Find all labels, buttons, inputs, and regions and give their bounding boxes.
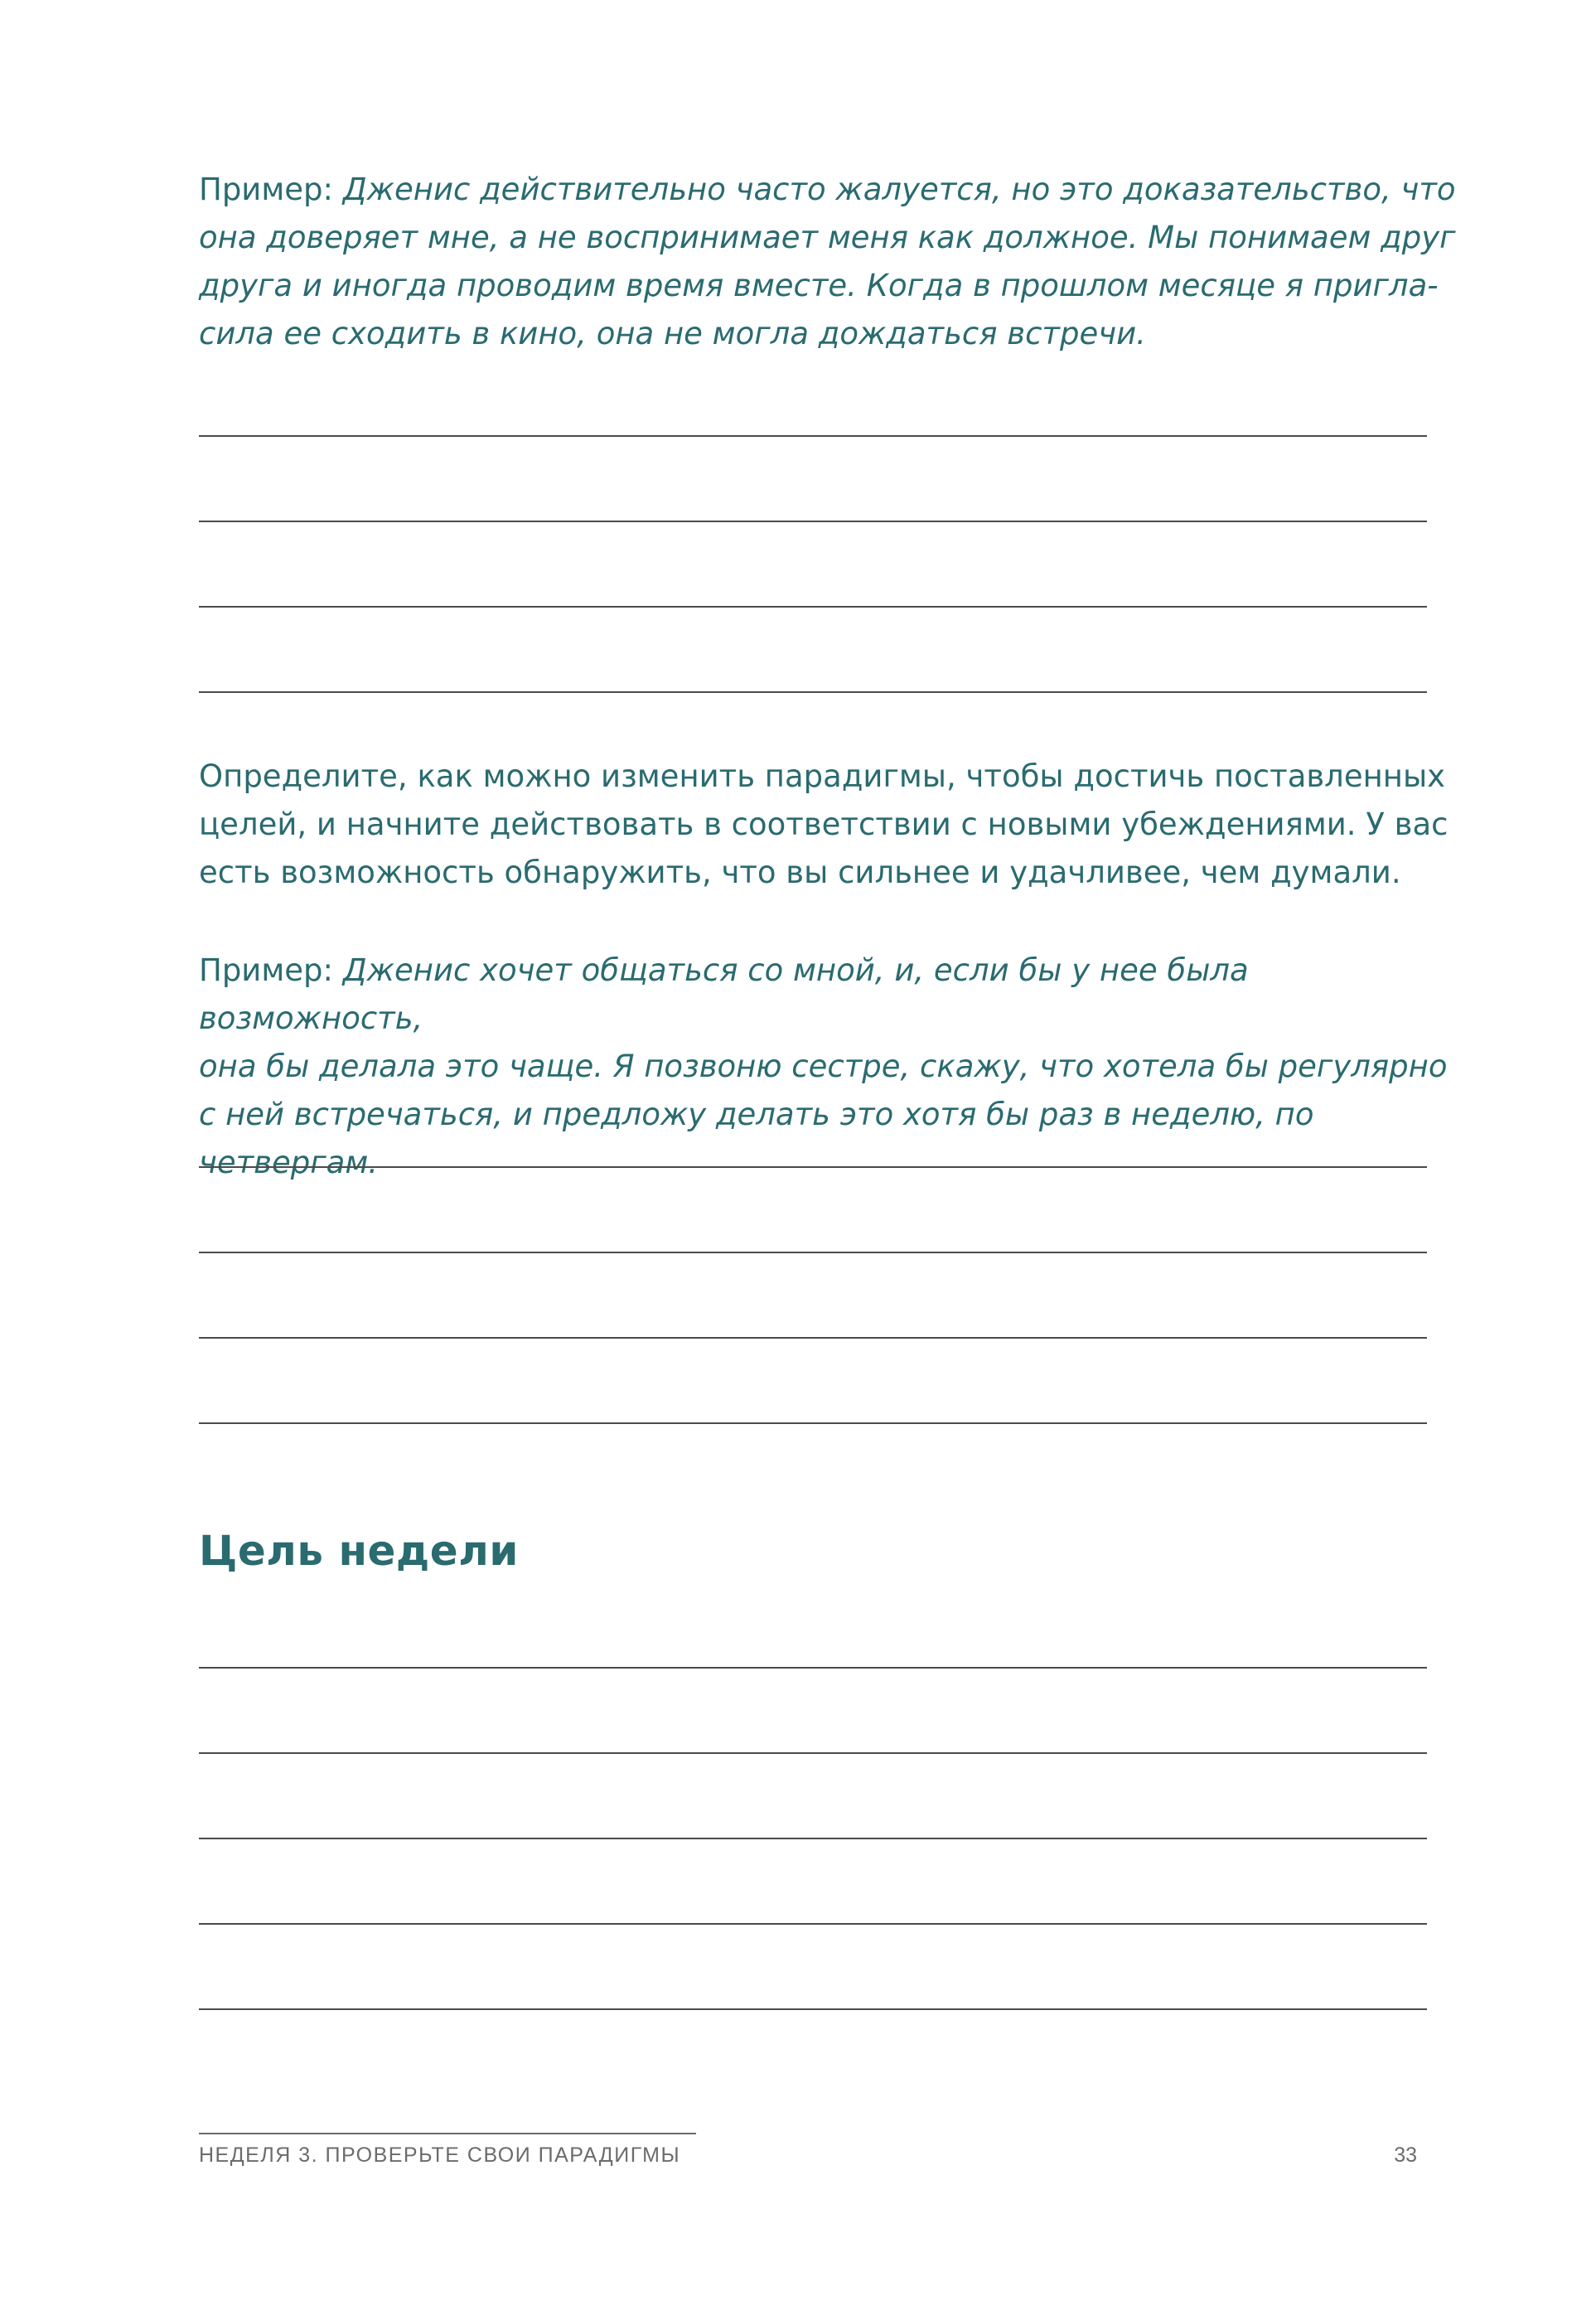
goal-line[interactable]: [199, 2008, 1427, 2010]
example-1-line: Дженис действительно часто жалуется, но это доказательство, что: [342, 172, 1456, 207]
answer-line[interactable]: [199, 1422, 1427, 1424]
example-1-paragraph: [199, 166, 1458, 358]
example-2-paragraph: [199, 947, 1458, 1187]
running-footer: НЕДЕЛЯ 3. ПРОВЕРЬТЕ СВОИ ПАРАДИГМЫ: [199, 2144, 681, 2167]
example-1-label: Пример:: [199, 172, 343, 207]
goal-heading: Цель недели: [199, 1527, 519, 1575]
goal-line[interactable]: [199, 1752, 1427, 1754]
answer-line[interactable]: [199, 606, 1427, 608]
goal-line[interactable]: [199, 1923, 1427, 1925]
example-2-line: с ней встречаться, и предложу делать это хотя бы раз в неделю, по четвергам.: [199, 1097, 1314, 1180]
example-1-line: сила ее сходить в кино, она не могла дождаться встречи.: [199, 316, 1146, 351]
instruction-line: есть возможность обнаружить, что вы сильнее и удачливее, чем думали.: [199, 855, 1401, 890]
footer-divider: [199, 2133, 696, 2134]
answer-line[interactable]: [199, 1252, 1427, 1253]
example-2-line: Дженис хочет общаться со мной, и, если бы у нее была возможность,: [199, 952, 1249, 1036]
answer-line[interactable]: [199, 691, 1427, 693]
instruction-paragraph: [199, 753, 1458, 897]
instruction-line: Определите, как можно изменить парадигмы, чтобы достичь поставленных: [199, 758, 1446, 794]
example-2-line: она бы делала это чаще. Я позвоню сестре, скажу, что хотела бы регулярно: [199, 1049, 1448, 1084]
answer-line[interactable]: [199, 1166, 1427, 1168]
instruction-line: целей, и начните действовать в соответствии с новыми убеждениями. У вас: [199, 807, 1448, 842]
example-1-line: она доверяет мне, а не воспринимает меня как должное. Мы понимаем друг: [199, 220, 1456, 255]
goal-line[interactable]: [199, 1838, 1427, 1839]
page-number: 33: [1394, 2144, 1417, 2167]
answer-line[interactable]: [199, 1337, 1427, 1339]
answer-line[interactable]: [199, 435, 1427, 437]
answer-line[interactable]: [199, 521, 1427, 522]
example-1-line: друга и иногда проводим время вместе. Когда в прошлом месяце я пригла-: [199, 268, 1439, 303]
example-2-label: Пример:: [199, 952, 343, 988]
goal-line[interactable]: [199, 1667, 1427, 1669]
